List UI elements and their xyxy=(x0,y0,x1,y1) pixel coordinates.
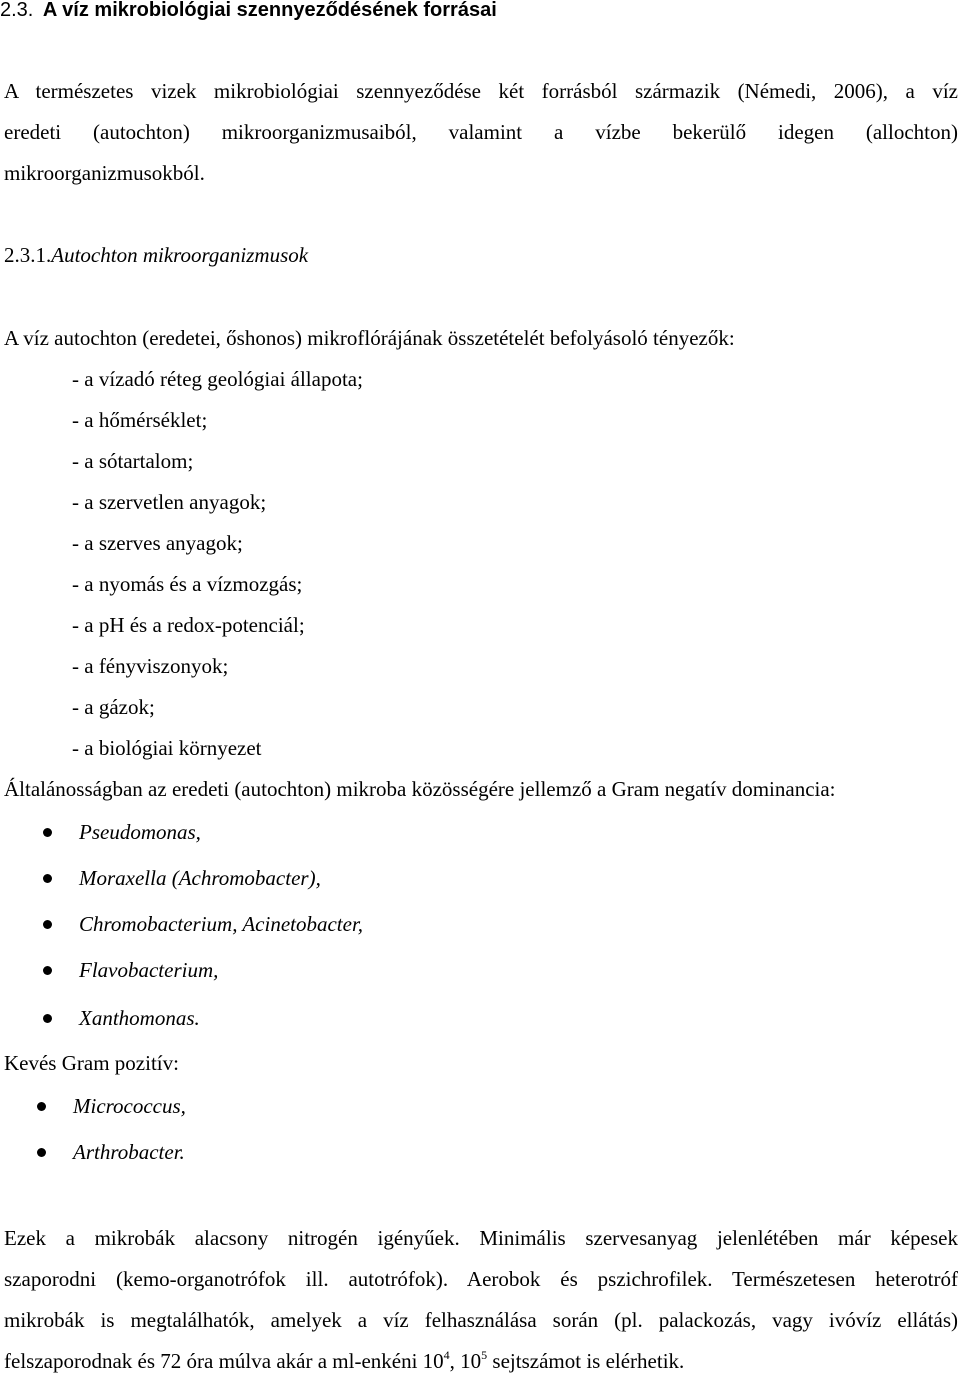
bullet-icon xyxy=(37,1102,46,1111)
factor-item: - a nyomás és a vízmozgás; xyxy=(72,572,303,596)
intro-line-1: A természetes vizek mikrobiológiai szennyeződése két forrásból származik (Némedi, 2006), a víz xyxy=(4,79,958,103)
gram-positive-intro: Kevés Gram pozitív: xyxy=(4,1051,179,1075)
list-item-text: Pseudomonas, xyxy=(79,820,201,844)
bullet-icon xyxy=(43,966,52,975)
closing-text-after: sejtszámot is elérhetik. xyxy=(487,1349,685,1373)
factor-item: - a szervetlen anyagok; xyxy=(72,490,267,514)
list-item-text: Arthrobacter. xyxy=(73,1140,185,1164)
factor-item: - a biológiai környezet xyxy=(72,736,262,760)
bullet-icon xyxy=(37,1148,46,1157)
factors-intro: A víz autochton (eredetei, őshonos) mikroflórájának összetételét befolyásoló tényezők: xyxy=(4,326,735,350)
intro-line-3: mikroorganizmusokból. xyxy=(4,161,205,185)
closing-line-2: szaporodni (kemo-organotrófok ill. autotrófok). Aerobok és pszichrofilek. Természetesen heterotróf xyxy=(4,1267,958,1291)
section-title: A víz mikrobiológiai szennyeződésének forrásai xyxy=(42,0,497,21)
factor-item: - a szerves anyagok; xyxy=(72,531,243,555)
factor-item: - a fényviszonyok; xyxy=(72,654,229,678)
factor-item: - a pH és a redox-potenciál; xyxy=(72,613,305,637)
bullet-icon xyxy=(43,1014,52,1023)
list-item-text: Flavobacterium, xyxy=(79,958,219,982)
list-item-text: Xanthomonas. xyxy=(79,1006,200,1030)
closing-line-4 xyxy=(4,1348,685,1373)
section-heading xyxy=(0,0,497,20)
factor-item: - a vízadó réteg geológiai állapota; xyxy=(72,367,363,391)
exponent-5: 5 xyxy=(481,1348,488,1362)
bullet-icon xyxy=(43,828,52,837)
bullet-icon xyxy=(43,874,52,883)
closing-text-before: felszaporodnak és 72 óra múlva akár a ml-enkéni 10 xyxy=(4,1349,444,1373)
section-number: 2.3. xyxy=(0,0,34,21)
factor-item: - a gázok; xyxy=(72,695,155,719)
list-item-text: Micrococcus, xyxy=(73,1094,186,1118)
factor-item: - a sótartalom; xyxy=(72,449,194,473)
subsection-heading xyxy=(4,245,308,266)
closing-text-middle: , 10 xyxy=(449,1349,482,1373)
gram-negative-intro: Általánosságban az eredeti (autochton) mikroba közösségére jellemző a Gram negatív dominancia: xyxy=(4,777,836,801)
closing-line-1: Ezek a mikrobák alacsony nitrogén igényűek. Minimális szervesanyag jelenlétében már képesek xyxy=(4,1226,958,1250)
intro-line-2: eredeti (autochton) mikroorganizmusaiból, valamint a vízbe bekerülő idegen (allochton) xyxy=(4,120,958,144)
closing-line-3: mikrobák is megtalálhatók, amelyek a víz felhasználása során (pl. palackozás, vagy ivóvíz ellátás) xyxy=(4,1308,958,1332)
subsection-number: 2.3.1. xyxy=(4,243,52,267)
bullet-icon xyxy=(43,920,52,929)
list-item-text: Moraxella (Achromobacter), xyxy=(79,866,321,890)
subsection-title: Autochton mikroorganizmusok xyxy=(51,243,309,267)
list-item-text: Chromobacterium, Acinetobacter, xyxy=(79,912,364,936)
factor-item: - a hőmérséklet; xyxy=(72,408,208,432)
exponent-4: 4 xyxy=(443,1348,450,1362)
